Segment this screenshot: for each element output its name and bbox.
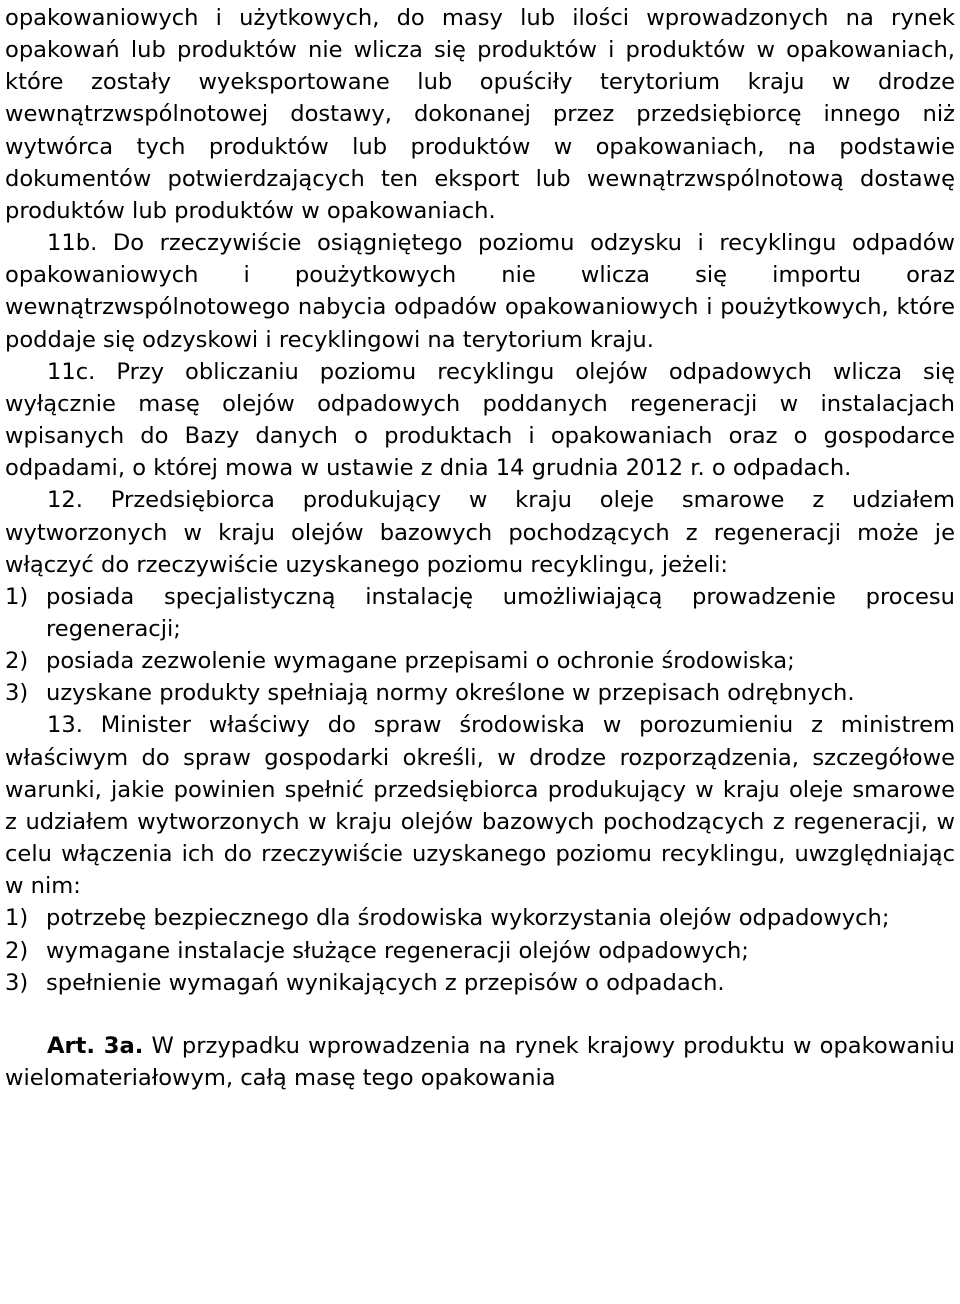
paragraph-11c — [5, 356, 955, 485]
paragraph-12-label: 12. — [47, 487, 83, 514]
paragraph-11b-label: 11b. — [47, 230, 98, 257]
item-text: posiada zezwolenie wymagane przepisami o ochronie środowiska; — [46, 648, 795, 675]
item-text: spełnienie wymagań wynikających z przepisów o odpadach. — [46, 969, 725, 996]
item-number: 3) — [5, 969, 29, 996]
paragraph-11b — [5, 227, 955, 356]
paragraph-12 — [5, 484, 955, 580]
item-number: 1) — [5, 583, 29, 610]
paragraph-13-text: Minister właściwy do spraw środowiska w porozumieniu z ministrem właściwym do spraw gospodarki określi, w drodze rozporządzenia, szczegółowe warunki, jakie powinien spełnić przedsiębiorca produkujący w kraju oleje smarowe z udziałem wytworzonych w kraju olejów bazowych pochodzących z regeneracji, w celu włączenia ich do rzeczywiście uzyskanego poziomu recyklingu, uwzględniając w nim: — [5, 712, 955, 900]
paragraph-11c-text: Przy obliczaniu poziomu recyklingu olejów odpadowych wlicza się wyłącznie masę olejów odpadowych poddanych regeneracji w instalacjach wpisanych do Bazy danych o produktach i opakowaniach oraz o gospodarce odpadami, o której mowa w ustawie z dnia 14 grudnia 2012 r. o odpadach. — [5, 358, 956, 482]
paragraph-13-item-1 — [5, 902, 955, 934]
article-3a-label: Art. 3a. — [47, 1032, 144, 1059]
item-number: 2) — [5, 648, 29, 675]
paragraph-13 — [5, 709, 955, 902]
intro-paragraph: opakowaniowych i użytkowych, do masy lub ilości wprowadzonych na rynek opakowań lub produktów nie wlicza się produktów i produktów w opakowaniach, które zostały wyeksportowane lub opuściły terytorium kraju w drodze wewnątrzwspólnotowej dostawy, dokonanej przez przedsiębiorcę innego niż wytwórca tych produktów lub produktów w opakowaniach, na podstawie dokumentów potwierdzających ten eksport lub wewnątrzwspólnotową dostawę produktów lub produktów w opakowaniach. — [5, 5, 955, 224]
paragraph-12-item-1 — [5, 581, 955, 645]
paragraph-12-item-3 — [5, 677, 955, 709]
article-3a-text: W przypadku wprowadzenia na rynek krajowy produktu w opakowaniu wielomateriałowym, całą masę tego opakowania — [5, 1032, 955, 1091]
paragraph-13-item-2 — [5, 935, 955, 967]
paragraph-11b-text: Do rzeczywiście osiągniętego poziomu odzysku i recyklingu odpadów opakowaniowych i poużytkowych nie wlicza się importu oraz wewnątrzwspólnotowego nabycia odpadów opakowaniowych i poużytkowych, które poddaje się odzyskowi i recyklingowi na terytorium kraju. — [5, 230, 955, 353]
item-text: potrzebę bezpiecznego dla środowiska wykorzystania olejów odpadowych; — [46, 905, 890, 932]
item-number: 3) — [5, 680, 29, 707]
paragraph-11c-label: 11c. — [47, 358, 96, 385]
paragraph-12-text: Przedsiębiorca produkujący w kraju oleje smarowe z udziałem wytworzonych w kraju olejów bazowych pochodzących z regeneracji może je włączyć do rzeczywiście uzyskanego poziomu recyklingu, jeżeli: — [5, 487, 955, 578]
item-number: 2) — [5, 937, 29, 964]
paragraph-13-label: 13. — [47, 712, 83, 739]
item-number: 1) — [5, 905, 29, 932]
item-text: posiada specjalistyczną instalację umożliwiającą prowadzenie procesu regeneracji; — [46, 583, 955, 642]
article-3a — [5, 1030, 955, 1094]
paragraph-13-item-3 — [5, 967, 955, 999]
item-text: uzyskane produkty spełniają normy określone w przepisach odrębnych. — [46, 680, 855, 707]
paragraph-12-item-2 — [5, 645, 955, 677]
item-text: wymagane instalacje służące regeneracji olejów odpadowych; — [46, 937, 749, 964]
